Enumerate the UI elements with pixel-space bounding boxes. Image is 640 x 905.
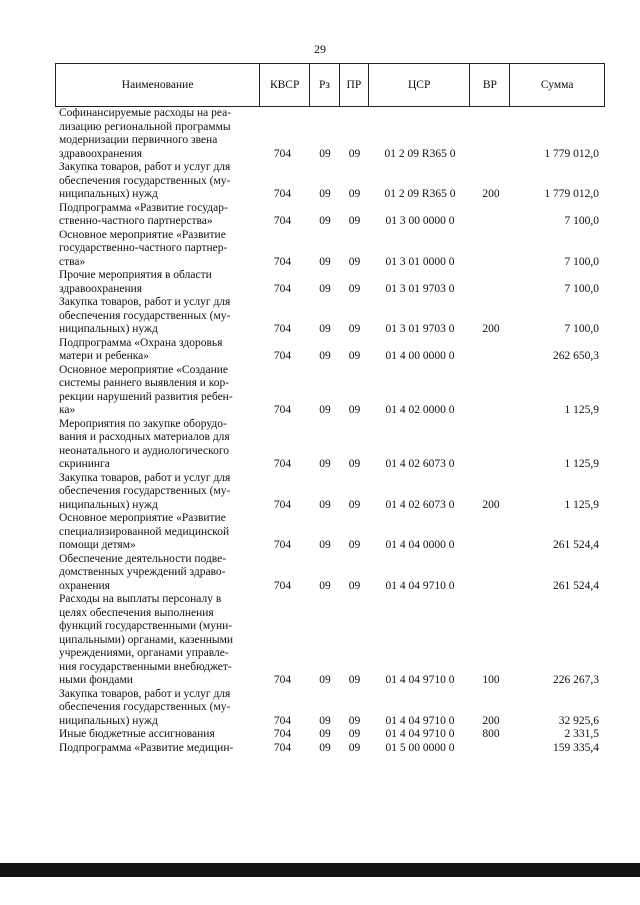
- table-row: [55, 229, 605, 270]
- column-header-pr: ПР: [340, 64, 369, 106]
- cell-kvsr: 704: [273, 215, 292, 227]
- cell-kvsr: 704: [273, 674, 292, 686]
- cell-pr: 09: [348, 728, 361, 740]
- cell-sum: 159 335,4: [553, 741, 599, 754]
- cell-rz: 09: [319, 579, 331, 592]
- cell-kvsr: 704: [273, 404, 292, 416]
- column-header-rz: Рз: [310, 64, 340, 106]
- cell-sum: 262 650,3: [553, 350, 599, 362]
- cell-csr: 01 4 02 6073 0: [385, 458, 455, 470]
- cell-pr: 09: [348, 498, 361, 511]
- cell-sum: 261 524,4: [553, 539, 599, 551]
- cell-csr: 01 4 00 0000 0: [385, 350, 455, 362]
- table-row: [55, 728, 605, 742]
- cell-sum: 226 267,3: [553, 674, 599, 686]
- cell-rz: 09: [319, 282, 331, 295]
- table-row: [55, 472, 605, 513]
- cell-kvsr: 704: [273, 741, 292, 754]
- cell-name: Закупка товаров, работ и услуг для обеспечения государственных (му- ниципальных) нужд: [59, 687, 231, 727]
- cell-kvsr: 704: [273, 728, 292, 740]
- cell-rz: 09: [319, 539, 331, 551]
- cell-sum: 2 331,5: [564, 728, 599, 740]
- cell-name: Прочие мероприятия в области здравоохранения: [59, 269, 212, 295]
- cell-kvsr: 704: [273, 188, 292, 200]
- cell-sum: 1 125,9: [564, 458, 599, 470]
- cell-rz: 09: [319, 215, 331, 227]
- cell-name: Основное мероприятие «Создание системы раннего выявления и кор- рекции нарушений развития ребен- ка»: [59, 363, 233, 416]
- cell-sum: 1 779 012,0: [544, 188, 599, 200]
- table-row: [55, 107, 605, 161]
- cell-pr: 09: [348, 674, 361, 686]
- cell-sum: 261 524,4: [553, 579, 599, 592]
- cell-vr: 200: [482, 714, 500, 727]
- cell-kvsr: 704: [273, 539, 292, 551]
- column-header-kvsr: КВСР: [260, 64, 310, 106]
- cell-sum: 1 125,9: [564, 404, 599, 416]
- cell-csr: 01 2 09 R365 0: [384, 188, 456, 200]
- cell-name: Иные бюджетные ассигнования: [59, 728, 215, 740]
- table-row: [55, 512, 605, 553]
- cell-csr: 01 3 01 9703 0: [385, 323, 455, 335]
- cell-rz: 09: [319, 323, 331, 335]
- cell-rz: 09: [319, 714, 331, 727]
- cell-name: Закупка товаров, работ и услуг для обеспечения государственных (му- ниципальных) нужд: [59, 296, 231, 335]
- cell-csr: 01 4 04 0000 0: [385, 539, 455, 551]
- cell-csr: 01 4 04 9710 0: [385, 674, 455, 686]
- cell-sum: 7 100,0: [564, 255, 599, 268]
- column-header-sum: Сумма: [540, 79, 574, 91]
- cell-rz: 09: [319, 350, 331, 362]
- cell-csr: 01 3 01 9703 0: [385, 282, 455, 295]
- table-row: [55, 742, 605, 756]
- cell-pr: 09: [348, 323, 361, 335]
- cell-name: Основное мероприятие «Развитие специализированной медицинской помощи детям»: [59, 512, 230, 551]
- cell-rz: 09: [319, 458, 331, 470]
- cell-name: Закупка товаров, работ и услуг для обеспечения государственных (му- ниципальных) нужд: [59, 161, 231, 200]
- cell-name: Подпрограмма «Охрана здоровья матери и ребенка»: [59, 336, 223, 362]
- cell-kvsr: 704: [273, 323, 292, 335]
- page-number: 29: [314, 42, 326, 56]
- table-row: [55, 553, 605, 594]
- cell-name: Расходы на выплаты персоналу в целях обеспечения выполнения функций государственными (муни- ципальными) органами, казенными учреждениями, органами управле- ния государственными внебюджет- ными фондами: [59, 593, 234, 686]
- table-row: [55, 269, 605, 296]
- cell-vr: 200: [482, 323, 500, 335]
- cell-rz: 09: [319, 498, 331, 511]
- cell-sum: 7 100,0: [564, 323, 599, 335]
- cell-csr: 01 4 02 6073 0: [385, 498, 455, 511]
- table-row: [55, 364, 605, 418]
- cell-pr: 09: [348, 458, 361, 470]
- cell-kvsr: 704: [273, 579, 292, 592]
- scan-edge-bar: [0, 863, 640, 877]
- column-header-vr: ВР: [470, 64, 510, 106]
- cell-pr: 09: [348, 539, 361, 551]
- cell-kvsr: 704: [273, 498, 292, 511]
- cell-name: Обеспечение деятельности подве- домственных учреждений здраво- охранения: [59, 552, 227, 592]
- cell-pr: 09: [348, 714, 361, 727]
- cell-sum: 32 925,6: [558, 714, 599, 727]
- cell-pr: 09: [348, 282, 361, 295]
- cell-pr: 09: [348, 215, 361, 227]
- cell-csr: 01 3 01 0000 0: [385, 255, 455, 268]
- cell-sum: 7 100,0: [564, 282, 599, 295]
- cell-vr: 800: [482, 728, 500, 740]
- table-row: [55, 593, 605, 688]
- cell-kvsr: 704: [273, 282, 292, 295]
- cell-pr: 09: [348, 579, 361, 592]
- cell-rz: 09: [319, 728, 331, 740]
- cell-pr: 09: [348, 255, 361, 268]
- cell-csr: 01 5 00 0000 0: [385, 741, 455, 754]
- table-row: [55, 337, 605, 364]
- cell-pr: 09: [348, 188, 361, 200]
- cell-kvsr: 704: [273, 255, 292, 268]
- cell-csr: 01 4 02 0000 0: [385, 404, 455, 416]
- cell-csr: 01 4 04 9710 0: [385, 728, 455, 740]
- cell-kvsr: 704: [273, 350, 292, 362]
- cell-vr: 200: [482, 498, 500, 511]
- table-header: [55, 63, 605, 107]
- table-row: [55, 161, 605, 202]
- table-body: [55, 107, 605, 755]
- table-row: [55, 202, 605, 229]
- cell-name: Софинансируемые расходы на реа- лизацию региональной программы модернизации первичного звена здравоохранения: [59, 107, 232, 160]
- cell-name: Подпрограмма «Развитие государ- ственно-частного партнерства»: [59, 201, 228, 227]
- cell-pr: 09: [348, 741, 361, 754]
- cell-name: Основное мероприятие «Развитие государственно-частного партнер- ства»: [59, 228, 228, 268]
- cell-vr: 200: [482, 188, 500, 200]
- cell-pr: 09: [348, 350, 361, 362]
- table-row: [55, 418, 605, 472]
- cell-name: Мероприятия по закупке оборудо- вания и расходных материалов для неонатального и аудиологического скрининга: [59, 417, 230, 470]
- column-header-csr: ЦСР: [369, 64, 471, 106]
- cell-csr: 01 4 04 9710 0: [385, 714, 455, 727]
- cell-csr: 01 4 04 9710 0: [385, 579, 455, 592]
- cell-csr: 01 3 00 0000 0: [385, 215, 455, 227]
- cell-pr: 09: [348, 404, 361, 416]
- cell-rz: 09: [319, 255, 331, 268]
- table-row: [55, 296, 605, 337]
- cell-rz: 09: [319, 188, 331, 200]
- cell-name: Подпрограмма «Развитие медицин-: [59, 741, 234, 754]
- cell-sum: 1 779 012,0: [544, 147, 599, 160]
- cell-pr: 09: [348, 147, 361, 160]
- cell-name: Закупка товаров, работ и услуг для обеспечения государственных (му- ниципальных) нужд: [59, 471, 231, 511]
- cell-kvsr: 704: [273, 458, 292, 470]
- cell-rz: 09: [319, 404, 331, 416]
- table-row: [55, 688, 605, 729]
- cell-rz: 09: [319, 147, 331, 160]
- cell-sum: 1 125,9: [564, 498, 599, 511]
- cell-kvsr: 704: [273, 714, 292, 727]
- cell-vr: 100: [482, 674, 500, 686]
- cell-rz: 09: [319, 674, 331, 686]
- cell-rz: 09: [319, 741, 331, 754]
- cell-kvsr: 704: [273, 147, 292, 160]
- cell-sum: 7 100,0: [564, 215, 599, 227]
- column-header-name: Наименование: [56, 64, 260, 106]
- cell-csr: 01 2 09 R365 0: [384, 147, 456, 160]
